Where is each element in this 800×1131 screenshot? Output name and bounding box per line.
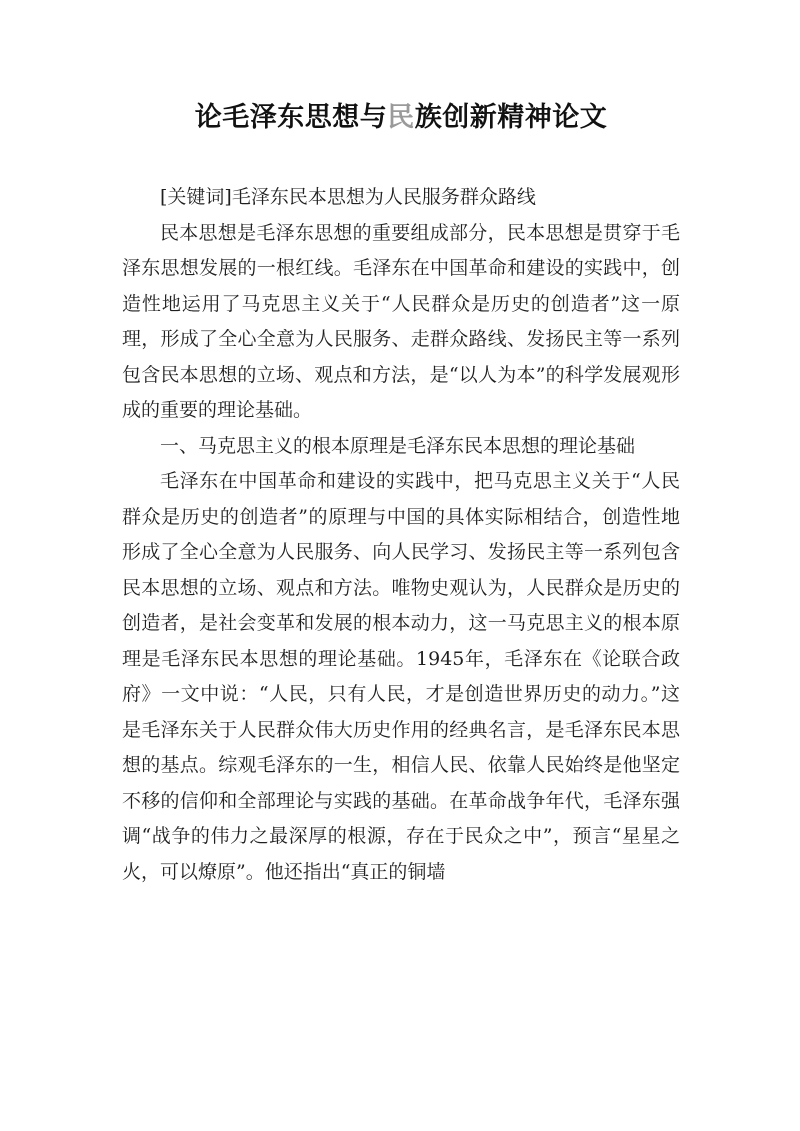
- section-heading: 一、马克思主义的根本原理是毛泽东民本思想的理论基础: [160, 434, 636, 457]
- document-title: [122, 0, 680, 140]
- title-text-start: 论毛泽东思想与: [194, 102, 388, 133]
- document-body: [122, 180, 680, 890]
- keywords-line: [关键词]毛泽东民本思想为人民服务群众路线: [160, 186, 536, 208]
- section-paragraph: 毛泽东在中国革命和建设的实践中，把马克思主义关于“人民群众是历史的创造者”的原理与中国的具体实际相结合，创造性地形成了全心全意为人民服务、向人民学习、发扬民主等一系列包含民本思想的立场、观点和方法。唯物史观认为，人民群众是历史的创造者，是社会变革和发展的根本动力，这一马克思主义的根本原理是毛泽东民本思想的理论基础。1945年，毛泽东在《论联合政府》一文中说：“人民，只有人民，才是创造世界历史的动力。”这是毛泽东关于人民群众伟大历史作用的经典名言，是毛泽东民本思想的基点。综观毛泽东的一生，相信人民、依靠人民始终是他坚定不移的信仰和全部理论与实践的基础。在革命战争年代，毛泽东强调“战争的伟力之最深厚的根源，存在于民众之中”，预言“星星之火，可以燎原”。他还指出“真正的铜墙: [122, 470, 680, 883]
- intro-paragraph: 民本思想是毛泽东思想的重要组成部分，民本思想是贯穿于毛泽东思想发展的一根红线。毛泽东在中国革命和建设的实践中，创造性地运用了马克思主义关于“人民群众是历史的创造者”这一原理，形成了全心全意为人民服务、走群众路线、发扬民主等一系列包含民本思想的立场、观点和方法，是“以人为本”的科学发展观形成的重要的理论基础。: [122, 221, 680, 421]
- title-text-end: 族创新精神论文: [414, 102, 608, 133]
- title-text-faded: 民: [387, 102, 415, 133]
